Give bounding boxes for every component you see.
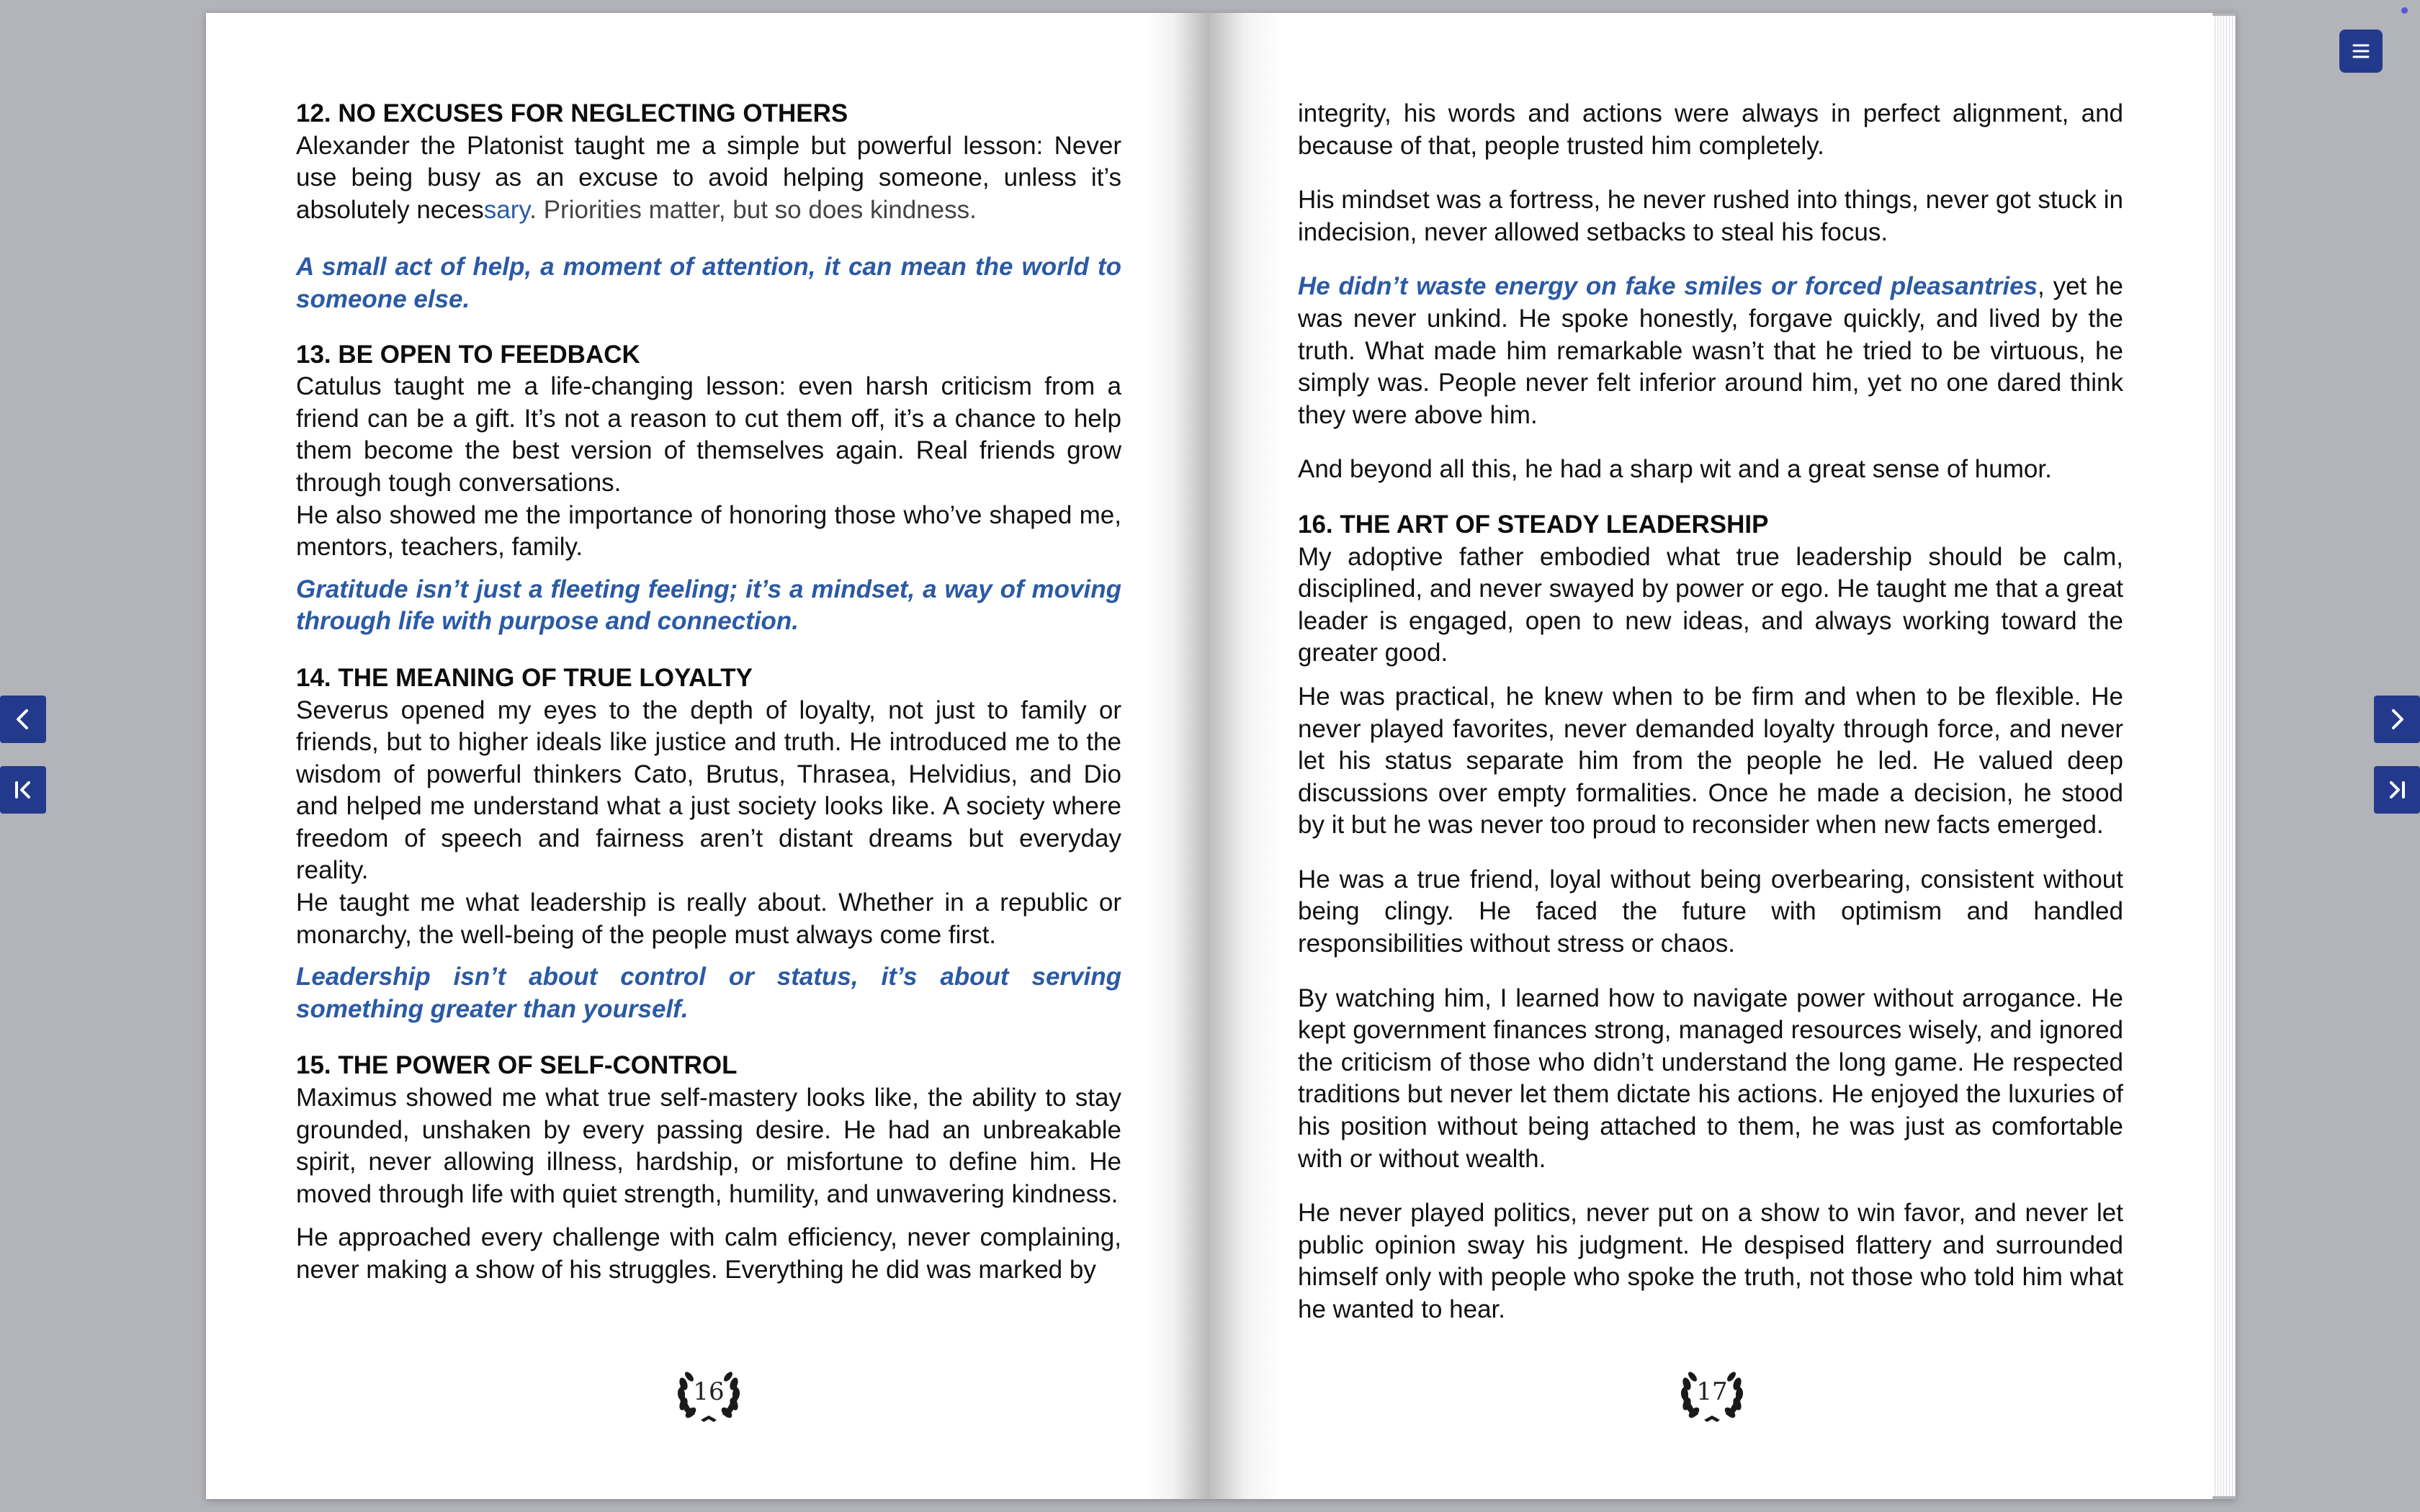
section-body-15a: Maximus showed me what true self-mastery looks like, the ability to stay grounded, unshaken by every passing desire. He had an unbreakable spirit, never allowing illness, hardship, or misfortune to define him. He moved through life with quiet strength, humility, and unwavering kindness.	[296, 1084, 1121, 1208]
section-heading-14: 14. THE MEANING OF TRUE LOYALTY	[296, 663, 753, 692]
continued-paragraph: integrity, his words and actions were always in perfect alignment, and because of that, people trusted him completely.	[1298, 99, 2123, 160]
paragraph-mindset: His mindset was a fortress, he never rushed into things, never got stuck in indecision, never allowed setbacks to steal his focus.	[1298, 186, 2123, 246]
skip-to-first-icon	[0, 766, 46, 814]
paragraph-humor: And beyond all this, he had a sharp wit and a great sense of humor.	[1298, 455, 2052, 484]
menu-button[interactable]	[2339, 30, 2383, 73]
page-number: 16	[693, 1377, 725, 1406]
prev-page-button[interactable]	[0, 696, 46, 743]
section-body-12-tail: . Priorities matter, but so does kindness.	[529, 195, 977, 224]
status-dot	[2401, 7, 2408, 14]
section-body-16b: He was practical, he knew when to be firm and when to be flexible. He never played favorites, never demanded loyalty through force, and never let his status separate him from the people he led. He valued deep discussions over empty formalities. Once he made a decision, he stood by it but he was never too proud to reconsider when new facts emerged.	[1298, 682, 2123, 840]
next-page-button[interactable]	[2374, 696, 2420, 743]
inline-quote: He didn’t waste energy on fake smiles or forced pleasantries	[1298, 272, 2038, 301]
last-page-button[interactable]	[2374, 766, 2420, 814]
section-heading-13: 13. BE OPEN TO FEEDBACK	[296, 340, 640, 369]
section-heading-12: 12. NO EXCUSES FOR NEGLECTING OTHERS	[296, 99, 848, 127]
book-spread	[206, 13, 2236, 1499]
paragraph-energy	[1298, 271, 2123, 431]
left-page-content	[296, 98, 1121, 1287]
pull-quote-12: A small act of help, a moment of attention, it can mean the world to someone else.	[296, 253, 1121, 313]
section-heading-15: 15. THE POWER OF SELF-CONTROL	[296, 1051, 738, 1080]
menu-icon	[2339, 30, 2383, 73]
first-page-button[interactable]	[0, 766, 46, 814]
section-body-14a: Severus opened my eyes to the depth of loyalty, not just to family or friends, but to higher ideals like justice and truth. He introduced me to the wisdom of powerful thinkers Cato, Brutus, Thrasea, Helvidius, and Dio and helped me understand what a just society looks like. A society where freedom of speech and fairness aren’t distant dreams but everyday reality.	[296, 696, 1121, 885]
left-page	[206, 13, 1209, 1499]
section-body-14b: He taught me what leadership is really about. Whether in a republic or monarchy, the well-being of the people must always come first.	[296, 888, 1121, 949]
paragraph-energy-rest: , yet he was never unkind. He spoke honestly, forgave quickly, and lived by the truth. What made him remarkable wasn’t that he tried to be virtuous, he simply was. People never felt inferior around him, yet no one dared think they were above him.	[1298, 272, 2124, 429]
section-body-12-tail-blue: sary	[483, 195, 530, 224]
section-body-16c: He was a true friend, loyal without being overbearing, consistent without being clingy. He faced the future with optimism and handled responsibilities without stress or chaos.	[1298, 865, 2123, 958]
chevron-left-icon	[0, 696, 46, 743]
skip-to-last-icon	[2374, 766, 2420, 814]
pull-quote-13: Gratitude isn’t just a fleeting feeling; it’s a mindset, a way of moving through life with purpose and connection.	[296, 575, 1121, 636]
section-body-13b: He also showed me the importance of honoring those who’ve shaped me, mentors, teachers, family.	[296, 500, 1121, 562]
section-body-13a: Catulus taught me a life-changing lesson: even harsh criticism from a friend can be a gift. It’s not a reason to cut them off, it’s a chance to help them become the best version of themselves again. Real friends grow through tough conversations.	[296, 372, 1121, 497]
section-body-15b: He approached every challenge with calm efficiency, never complaining, never making a show of his struggles. Everything he did was marked by	[296, 1223, 1121, 1284]
page-number-badge	[1672, 1352, 1752, 1431]
chevron-right-icon	[2374, 696, 2420, 743]
section-body-16d: By watching him, I learned how to navigate power without arrogance. He kept government finances strong, managed resources wisely, and ignored the criticism of those who didn’t understand the long game. He respected traditions but never let them dictate his actions. He enjoyed the luxuries of his position without being attached to them, he was just as comfortable with or without wealth.	[1298, 984, 2123, 1173]
page-number: 17	[1696, 1377, 1728, 1406]
right-page	[1209, 13, 2213, 1499]
section-body-12-text: Alexander the Platonist taught me a simple but powerful lesson: Never use being busy as an excuse to avoid helping someone, unless it’s absolutely neces	[296, 131, 1121, 224]
right-page-content	[1298, 98, 2123, 1326]
pull-quote-14: Leadership isn’t about control or status, it’s about serving something greater than yourself.	[296, 963, 1121, 1023]
section-heading-16: 16. THE ART OF STEADY LEADERSHIP	[1298, 510, 1769, 539]
page-number-badge	[669, 1352, 748, 1431]
page-stack-edges	[2213, 16, 2236, 1496]
section-body-16a: My adoptive father embodied what true leadership should be calm, disciplined, and never swayed by power or ego. He taught me that a great leader is engaged, open to new ideas, and always working toward the greater good.	[1298, 542, 2123, 667]
section-body-12	[296, 130, 1121, 227]
section-body-16e: He never played politics, never put on a show to win favor, and never let public opinion sway his judgment. He despised flattery and surrounded himself only with people who spoke the truth, not those who told him what he wanted to hear.	[1298, 1199, 2123, 1323]
